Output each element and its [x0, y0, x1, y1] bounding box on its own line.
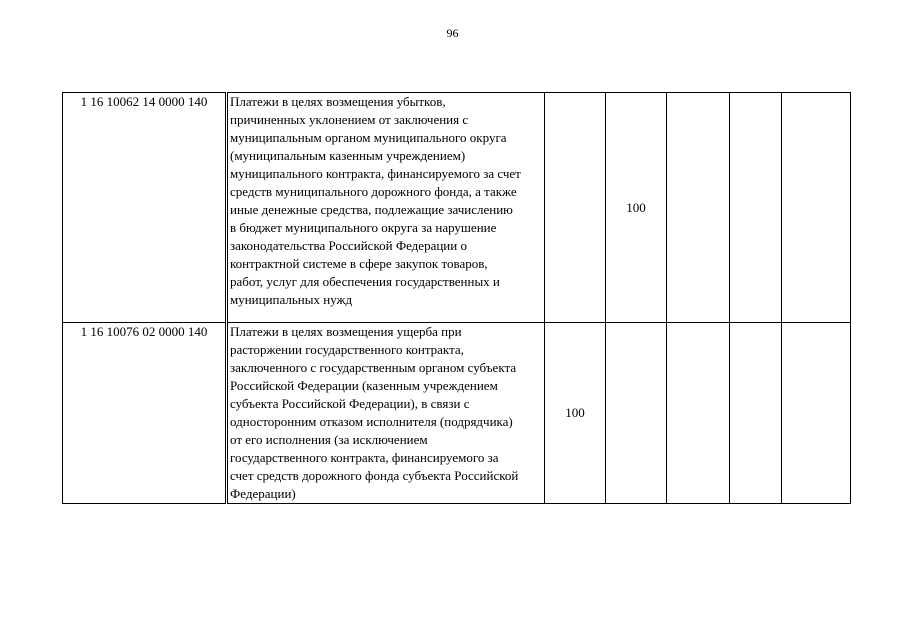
description-line: контрактной системе в сфере закупок товаров, [230, 256, 488, 271]
percent-cell [782, 323, 851, 504]
revenue-description [227, 93, 545, 323]
description-line: муниципальным органом муниципального округа [230, 130, 507, 145]
description-line: иные денежные средства, подлежащие зачислению [230, 202, 513, 217]
percent-cell [667, 93, 730, 323]
description-line: работ, услуг для обеспечения государственных и [230, 274, 500, 289]
percent-cell: 100 [545, 323, 606, 504]
description-line: заключенного с государственным органом субъекта [230, 360, 517, 375]
revenue-description [227, 323, 545, 504]
description-line: муниципальных нужд [230, 292, 353, 307]
percent-cell [545, 93, 606, 323]
description-line: Платежи в целях возмещения ущерба при [230, 324, 462, 339]
table-row [63, 93, 851, 323]
revenue-table [62, 92, 851, 504]
description-line: причиненных уклонением от заключения с [230, 112, 469, 127]
description-line: в бюджет муниципального округа за нарушение [230, 220, 497, 235]
percent-cell [730, 323, 782, 504]
description-line: Федерации) [230, 486, 296, 501]
percent-cell [667, 323, 730, 504]
page-number: 96 [446, 26, 459, 40]
percent-cell [782, 93, 851, 323]
description-line: средств муниципального дорожного фонда, а также [230, 184, 517, 199]
description-line: Платежи в целях возмещения убытков, [230, 94, 446, 109]
percent-cell [606, 323, 667, 504]
description-line: от его исполнения (за исключением [230, 432, 428, 447]
description-line: односторонним отказом исполнителя (подрядчика) [230, 414, 513, 429]
table-row [63, 323, 851, 504]
description-line: муниципального контракта, финансируемого за счет [230, 166, 521, 181]
description-line: счет средств дорожного фонда субъекта Российской [230, 468, 519, 483]
description-line: государственного контракта, финансируемого за [230, 450, 499, 465]
revenue-code: 1 16 10076 02 0000 140 [63, 323, 227, 504]
description-line: субъекта Российской Федерации), в связи с [230, 396, 470, 411]
description-line: законодательства Российской Федерации о [230, 238, 467, 253]
description-line: расторжении государственного контракта, [230, 342, 464, 357]
percent-cell [730, 93, 782, 323]
percent-cell: 100 [606, 93, 667, 323]
revenue-code: 1 16 10062 14 0000 140 [63, 93, 227, 323]
description-line: (муниципальным казенным учреждением) [230, 148, 466, 163]
description-line: Российской Федерации (казенным учреждением [230, 378, 498, 393]
